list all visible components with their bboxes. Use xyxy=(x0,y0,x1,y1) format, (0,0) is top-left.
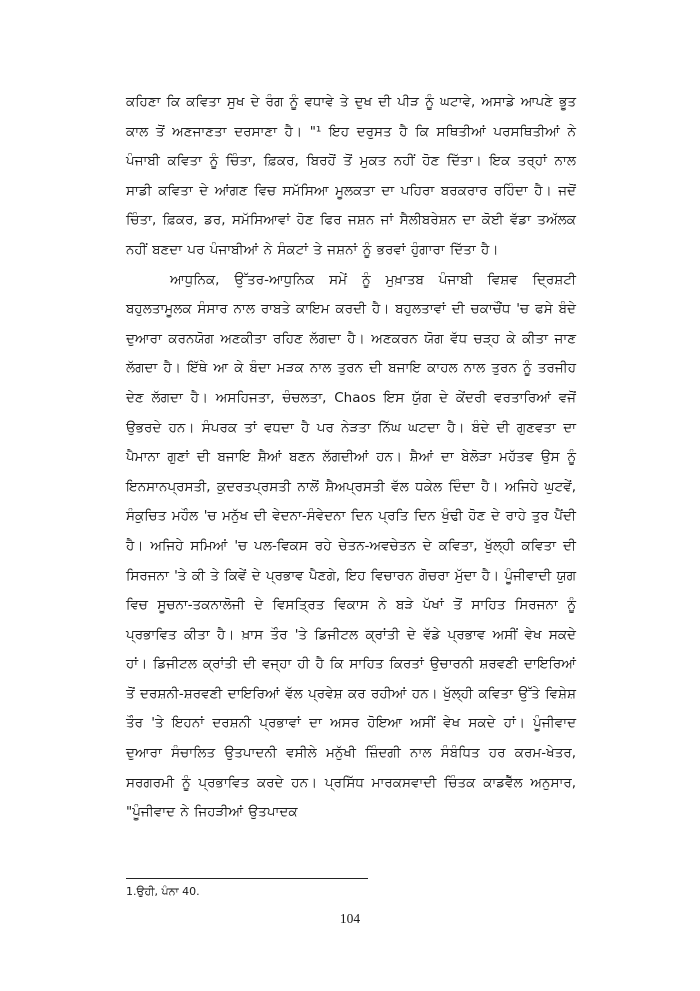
body-text xyxy=(126,88,576,828)
page-number: 104 xyxy=(339,911,361,926)
paragraph-modernity: ਆਧੁਨਿਕ, ਉੱਤਰ-ਆਧੁਨਿਕ ਸਮੇਂ ਨੂੰ ਮੁਖ਼ਾਤਬ ਪੰਜਾਬੀ ਵਿਸ਼ਵ ਦ੍ਰਿਸ਼ਟੀ ਬਹੁਲਤਾਮੂਲਕ ਸੰਸਾਰ ਨਾਲ ਰਾਬਤੇ ਕਾਇਮ ਕਰਦੀ ਹੈ। ਬਹੁਲਤਾਵਾਂ ਦੀ ਚਕਾਚੌਂਧ 'ਚ ਫਸੇ ਬੰਦੇ ਦੁਆਰਾ ਕਰਨਯੋਗ ਅਣਕੀਤਾ ਰਹਿਣ ਲੱਗਦਾ ਹੈ। ਅਣਕਰਨ ਯੋਗ ਵੱਧ ਚੜ੍ਹ ਕੇ ਕੀਤਾ ਜਾਣ ਲੱਗਦਾ ਹੈ। ਇੱਥੇ ਆ ਕੇ ਬੰਦਾ ਮੜਕ ਨਾਲ ਤੁਰਨ ਦੀ ਬਜਾਇ ਕਾਹਲ ਨਾਲ ਤੁਰਨ ਨੂੰ ਤਰਜੀਹ ਦੇਣ ਲੱਗਦਾ ਹੈ। ਅਸਹਿਜਤਾ, ਚੰਚਲਤਾ, Chaos ਇਸ ਯੁੱਗ ਦੇ ਕੇਂਦਰੀ ਵਰਤਾਰਿਆਂ ਵਜੋਂ ਉਭਰਦੇ ਹਨ। ਸੰਪਰਕ ਤਾਂ ਵਧਦਾ ਹੈ ਪਰ ਨੇੜਤਾ ਨਿੱਘ ਘਟਦਾ ਹੈ। ਬੰਦੇ ਦੀ ਗੁਣਵਤਾ ਦਾ ਪੈਮਾਨਾ ਗੁਣਾਂ ਦੀ ਬਜਾਇ ਸ਼ੈਆਂ ਬਣਨ ਲੱਗਦੀਆਂ ਹਨ। ਸ਼ੈਆਂ ਦਾ ਬੇਲੋੜਾ ਮਹੱਤਵ ਉਸ ਨੂੰ ਇਨਸਾਨਪ੍ਰਸਤੀ, ਕੁਦਰਤਪ੍ਰਸਤੀ ਨਾਲੋਂ ਸ਼ੈਅਪ੍ਰਸਤੀ ਵੱਲ ਧਕੇਲ ਦਿੰਦਾ ਹੈ। ਅਜਿਹੇ ਘੁਟਵੇਂ, ਸੰਕੁਚਿਤ ਮਹੌਲ 'ਚ ਮਨੁੱਖ ਦੀ ਵੇਦਨਾ-ਸੰਵੇਦਨਾ ਦਿਨ ਪ੍ਰਤਿ ਦਿਨ ਖੁੰਢੀ ਹੋਣ ਦੇ ਰਾਹੇ ਤੁਰ ਪੈਂਦੀ ਹੈ। ਅਜਿਹੇ ਸਮਿਆਂ 'ਚ ਪਲ-ਵਿਕਸ ਰਹੇ ਚੇਤਨ-ਅਵਚੇਤਨ ਦੇ ਕਵਿਤਾ, ਖੁੱਲ੍ਹੀ ਕਵਿਤਾ ਦੀ ਸਿਰਜਨਾ 'ਤੇ ਕੀ ਤੇ ਕਿਵੇਂ ਦੇ ਪ੍ਰਭਾਵ ਪੈਣਗੇ, ਇਹ ਵਿਚਾਰਨ ਗੋਚਰਾ ਮੁੱਦਾ ਹੈ। ਪੂੰਜੀਵਾਦੀ ਯੁਗ ਵਿਚ ਸੂਚਨਾ-ਤਕਨਾਲੋਜੀ ਦੇ ਵਿਸਤ੍ਰਿਤ ਵਿਕਾਸ ਨੇ ਬੜੇ ਪੱਖਾਂ ਤੋਂ ਸਾਹਿਤ ਸਿਰਜਨਾ ਨੂੰ ਪ੍ਰਭਾਵਿਤ ਕੀਤਾ ਹੈ। ਖ਼ਾਸ ਤੌਰ 'ਤੇ ਡਿਜੀਟਲ ਕ੍ਰਾਂਤੀ ਦੇ ਵੱਡੇ ਪ੍ਰਭਾਵ ਅਸੀਂ ਵੇਖ ਸਕਦੇ ਹਾਂ। ਡਿਜੀਟਲ ਕ੍ਰਾਂਤੀ ਦੀ ਵਜ੍ਹਾ ਹੀ ਹੈ ਕਿ ਸਾਹਿਤ ਕਿਰਤਾਂ ਉਚਾਰਨੀ ਸ਼ਰਵਣੀ ਦਾਇਰਿਆਂ ਤੋਂ ਦਰਸ਼ਨੀ-ਸ਼ਰਵਣੀ ਦਾਇਰਿਆਂ ਵੱਲ ਪ੍ਰਵੇਸ਼ ਕਰ ਰਹੀਆਂ ਹਨ। ਖੁੱਲ੍ਹੀ ਕਵਿਤਾ ਉੱਤੇ ਵਿਸ਼ੇਸ਼ ਤੌਰ 'ਤੇ ਇਹਨਾਂ ਦਰਸ਼ਨੀ ਪ੍ਰਭਾਵਾਂ ਦਾ ਅਸਰ ਹੋਇਆ ਅਸੀਂ ਵੇਖ ਸਕਦੇ ਹਾਂ। ਪੂੰਜੀਵਾਦ ਦੁਆਰਾ ਸੰਚਾਲਿਤ ਉਤਪਾਦਨੀ ਵਸੀਲੇ ਮਨੁੱਖੀ ਜ਼ਿੰਦਗੀ ਨਾਲ ਸੰਬੰਧਿਤ ਹਰ ਕਰਮ-ਖੇਤਰ, ਸਰਗਰਮੀ ਨੂੰ ਪ੍ਰਭਾਵਿਤ ਕਰਦੇ ਹਨ। ਪ੍ਰਸਿੱਧ ਮਾਰਕਸਵਾਦੀ ਚਿੰਤਕ ਕਾਡਵੈੱਲ ਅਨੁਸਾਰ, "ਪੂੰਜੀਵਾਦ ਨੇ ਜਿਹੜੀਆਂ ਉਤਪਾਦਕ xyxy=(126,271,576,821)
paragraph-continuation: ਕਹਿਣਾ ਕਿ ਕਵਿਤਾ ਸੁਖ ਦੇ ਰੰਗ ਨੂੰ ਵਧਾਵੇ ਤੇ ਦੁਖ ਦੀ ਪੀੜ ਨੂੰ ਘਟਾਵੇ, ਅਸਾਡੇ ਆਪਣੇ ਭੂਤ ਕਾਲ ਤੋਂ ਅਣਜਾਣਤਾ ਦਰਸਾਣਾ ਹੈ। "¹ ਇਹ ਦਰੁਸਤ ਹੈ ਕਿ ਸਥਿਤੀਆਂ ਪਰਸਥਿਤੀਆਂ ਨੇ ਪੰਜਾਬੀ ਕਵਿਤਾ ਨੂੰ ਚਿੰਤਾ, ਫ਼ਿਕਰ, ਬਿਰਹੋਂ ਤੋਂ ਮੁਕਤ ਨਹੀਂ ਹੋਣ ਦਿੱਤਾ। ਇਕ ਤਰ੍ਹਾਂ ਨਾਲ ਸਾਡੀ ਕਵਿਤਾ ਦੇ ਆਂਗਣ ਵਿਚ ਸਮੱਸਿਆ ਮੂਲਕਤਾ ਦਾ ਪਹਿਰਾ ਬਰਕਰਾਰ ਰਹਿੰਦਾ ਹੈ। ਜਦੋਂ ਚਿੰਤਾ, ਫ਼ਿਕਰ, ਡਰ, ਸਮੱਸਿਆਵਾਂ ਹੋਣ ਫਿਰ ਜਸ਼ਨ ਜਾਂ ਸੈਲੀਬਰੇਸ਼ਨ ਦਾ ਕੋਈ ਵੱਡਾ ਤਅੱਲਕ ਨਹੀਂ ਬਣਦਾ ਪਰ ਪੰਜਾਬੀਆਂ ਨੇ ਸੰਕਟਾਂ ਤੇ ਜਸ਼ਨਾਂ ਨੂੰ ਭਰਵਾਂ ਹੁੰਗਾਰਾ ਦਿੱਤਾ ਹੈ। xyxy=(126,94,576,258)
footnote-divider xyxy=(126,878,368,879)
footnote: 1.ਉਹੀ, ਪੰਨਾ 40. xyxy=(126,885,200,898)
